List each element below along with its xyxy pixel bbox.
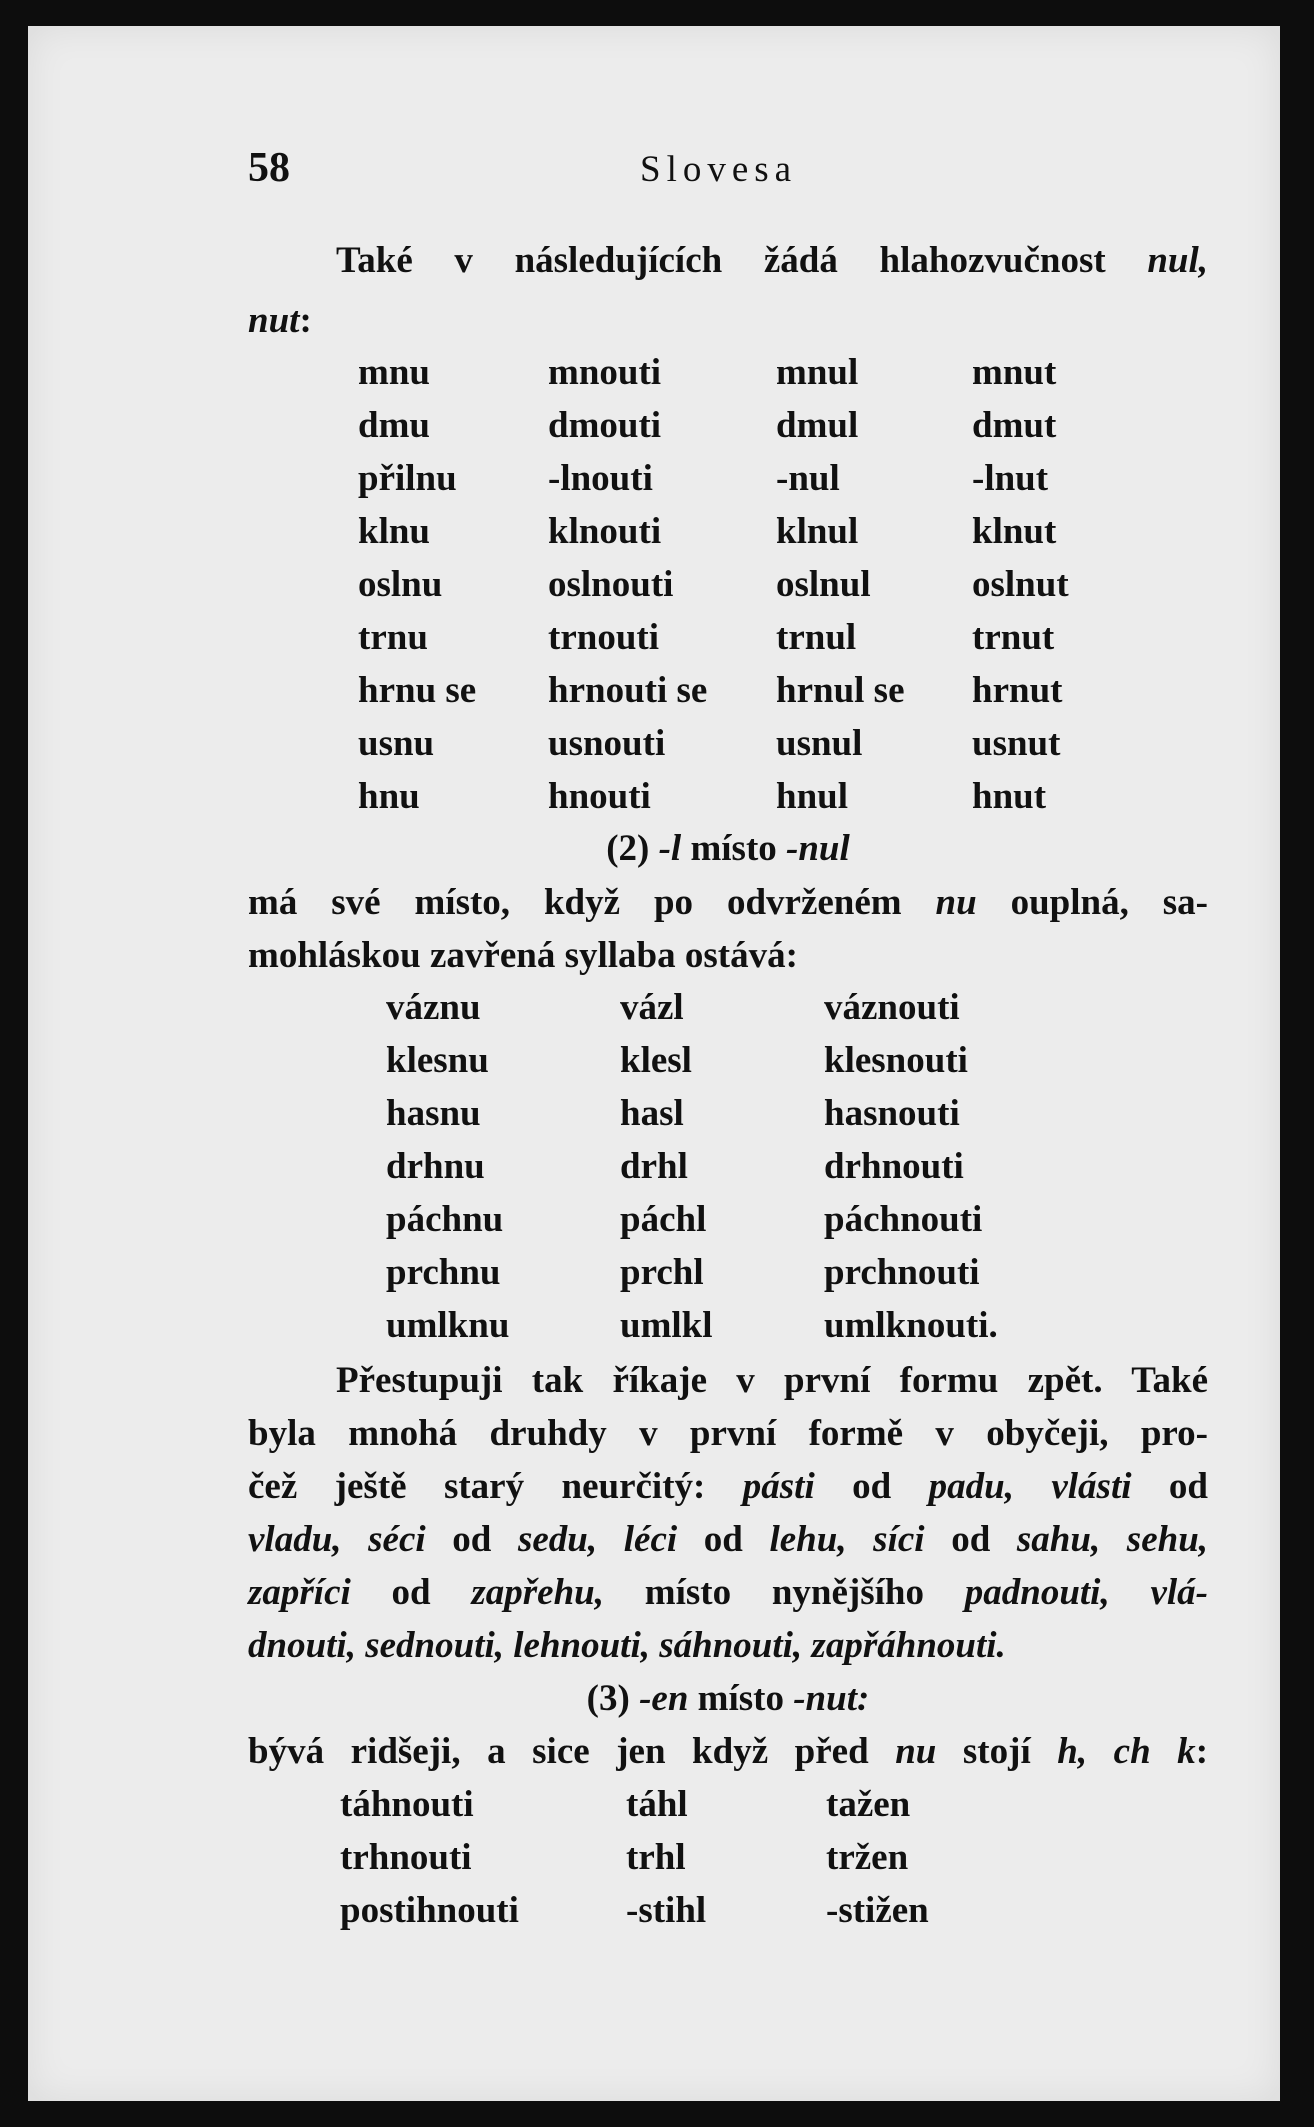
table-row: dmu dmouti dmul dmut <box>358 405 1057 446</box>
running-title: Slovesa <box>640 149 798 190</box>
table-row: prchnu prchl prchnouti <box>386 1252 980 1293</box>
paragraph-3-line-1: Přestupuji tak říkaje v první formu zpět. Také <box>336 1360 1208 1401</box>
book-page <box>28 26 1280 2101</box>
table-row: usnu usnouti usnul usnut <box>358 723 1061 764</box>
table-row: drhnu drhl drhnouti <box>386 1146 964 1187</box>
table-row: oslnu oslnouti oslnul oslnut <box>358 564 1069 605</box>
paragraph-3-line-5: zapříci od zapřehu, místo nynějšího padnouti, vlá- <box>248 1572 1208 1613</box>
section-heading-3: (3) -en místo -nut: <box>586 1678 870 1719</box>
paragraph-2-line-2: mohláskou zavřená syllaba ostává: <box>248 935 798 976</box>
table-row: klnu klnouti klnul klnut <box>358 511 1057 552</box>
paragraph-3-line-3: čež ještě starý neurčitý: pásti od padu, vlásti od <box>248 1466 1209 1507</box>
paragraph-3-line-6: dnouti, sednouti, lehnouti, sáhnouti, zapřáhnouti. <box>248 1625 1006 1666</box>
table-row: umlknu umlkl umlknouti. <box>386 1305 998 1346</box>
table-row: páchnu páchl páchnouti <box>386 1199 983 1240</box>
table-row: hnu hnouti hnul hnut <box>358 776 1047 817</box>
paragraph-4-line-1: bývá ridšeji, a sice jen když před nu stojí h, ch k: <box>248 1731 1209 1772</box>
paragraph-3-line-4: vladu, séci od sedu, léci od lehu, síci od sahu, sehu, <box>248 1519 1209 1560</box>
table-row: mnu mnouti mnul mnut <box>358 352 1057 393</box>
page-content <box>28 26 1280 2101</box>
intro-line-2: nut: <box>248 300 312 341</box>
paragraph-2-line-1: má své místo, když po odvrženém nu ouplná, sa- <box>248 882 1208 923</box>
intro-line-1: Také v následujících žádá hlahozvučnost nul, <box>336 240 1208 281</box>
section-heading-2: (2) -l místo -nul <box>606 828 850 869</box>
table-row: hrnu se hrnouti se hrnul se hrnut <box>358 670 1063 711</box>
page-number: 58 <box>248 145 290 191</box>
table-row: trhnouti trhl tržen <box>340 1837 909 1878</box>
table-row: trnu trnouti trnul trnut <box>358 617 1055 658</box>
paragraph-3-line-2: byla mnohá druhdy v první formě v obyčeji, pro- <box>248 1413 1208 1454</box>
table-row: přilnu -lnouti -nul -lnut <box>358 458 1049 499</box>
table-row: táhnouti táhl tažen <box>340 1784 911 1825</box>
table-row: hasnu hasl hasnouti <box>386 1093 960 1134</box>
table-row: klesnu klesl klesnouti <box>386 1040 968 1081</box>
table-row: postihnouti -stihl -stižen <box>340 1890 929 1931</box>
table-row: váznu vázl váznouti <box>386 987 960 1028</box>
